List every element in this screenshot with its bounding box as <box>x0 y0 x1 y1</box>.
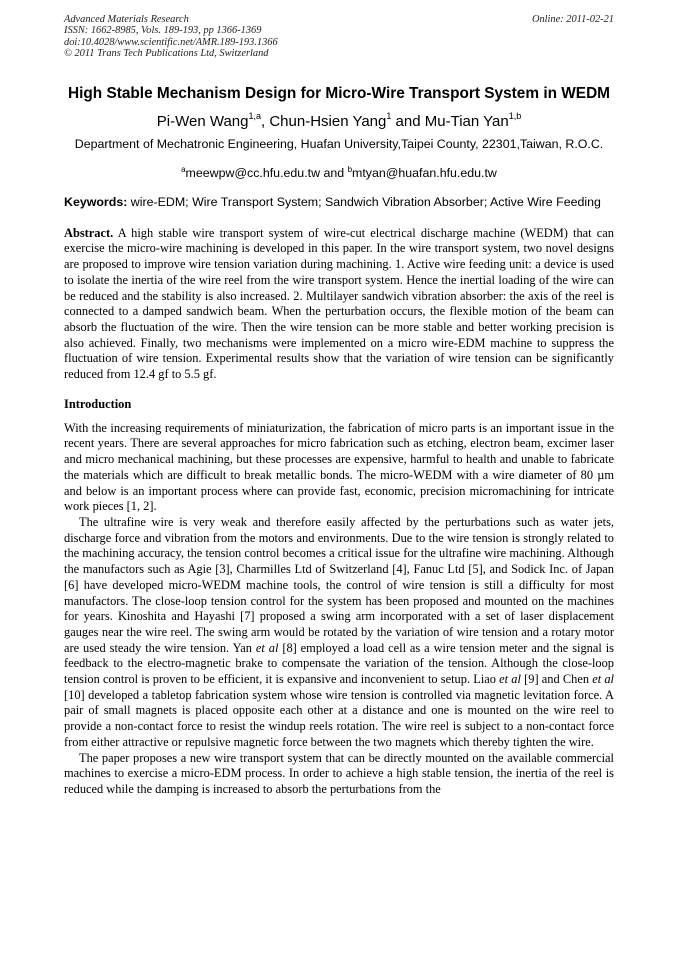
journal-header <box>64 14 614 60</box>
author-superscript: 1,b <box>508 110 522 121</box>
keywords-label: Keywords: <box>64 194 128 209</box>
keywords-text: wire-EDM; Wire Transport System; Sandwich Vibration Absorber; Active Wire Feeding <box>127 194 601 209</box>
email-address: mtyan@huafan.hfu.edu.tw <box>352 165 497 180</box>
email-separator: and <box>320 165 348 180</box>
email-superscript: b <box>347 164 353 174</box>
paragraph-text: The ultrafine wire is very weak and therefore easily affected by the perturbations such as water jets, discharge force and vibration from the motors and environments. Due to the wire tension is strongly related to the machining accuracy, the tension control becomes a critical issue for the ultrafine wire machining. Although the manufactors such as Agie [3], Charmilles Ltd of Switzerland [4], Fanuc Ltd [5], and Sodick Inc. of Japan [6] have developed micro-WEDM machine tools, the control of wire tension is still a difficulty for most manufactors. The close-loop tension control for the system has been proposed and mounted on the machines for years. Kinoshita and Hayashi [7] proposed a swing arm incorporated with a set of laser displacement gauges near the wire reel. The swing arm would be rotated by the variation of wire tension and a rotary motor are used steady the wire tension. Yan <box>64 515 614 655</box>
author-separator: , <box>261 112 270 130</box>
author-name: Chun-Hsien Yang <box>269 112 387 130</box>
et-al-italic: et al <box>592 672 614 687</box>
paragraph-text: [8] employed a load cell as a wire tension meter and the signal is feedback to the electro-magnetic brake to compensate the variation of the tension. Although the close-loop tension control is proven to be efficient, it is expansive and inconvenient to setup. Liao <box>64 640 614 687</box>
intro-paragraph-2 <box>64 515 614 751</box>
abstract <box>64 226 614 383</box>
paper-page <box>64 14 614 798</box>
author-emails <box>64 162 614 181</box>
abstract-label: Abstract. <box>64 225 114 240</box>
section-heading-introduction: Introduction <box>64 396 132 411</box>
keywords <box>64 195 614 210</box>
author-list <box>64 108 614 131</box>
issn-line: ISSN: 1662-8985, Vols. 189-193, pp 1366-1369 <box>64 25 262 37</box>
online-date: Online: 2011-02-21 <box>531 14 614 25</box>
et-al-italic: et al <box>499 672 521 687</box>
email-address: meewpw@cc.hfu.edu.tw <box>185 165 321 180</box>
paragraph-text: [10] developed a tabletop fabrication system whose wire tension is controlled via magnetic levitation force. A pair of small magnets is placed opposite each other at a distance and one is mounted on the wire reel to provide a non-contact force to resist the windup reels rotation. The wire reel is subject to a non-contact force from either attractive or repulsive magnetic force between the two magnets which thereby tighten the wire. <box>64 687 614 749</box>
email-superscript: a <box>181 164 186 174</box>
intro-paragraph-1: With the increasing requirements of miniaturization, the fabrication of micro parts is an important issue in the recent years. There are several approaches for micro fabrication such as etching, electron beam, excimer laser and micro mechanical machining, but these processes are expensive, harmful to health and unable to fabricate the materials which are difficult to break metallic bonds. The micro-WEDM with a wire diameter of 80 µm and below is an important process where can provide fast, economic, precision micromachining for intricate work pieces [1, 2]. <box>64 420 614 514</box>
paper-title: High Stable Mechanism Design for Micro-Wire Transport System in WEDM <box>67 84 611 102</box>
intro-paragraph-3: The paper proposes a new wire transport system that can be directly mounted on the available commercial machines to exercise a micro-EDM process. In order to achieve a high stable tension, the inertia of the reel is reduced while the damping is increased to absorb the perturbations from the <box>64 750 614 796</box>
doi-line: doi:10.4028/www.scientific.net/AMR.189-193.1366 <box>64 36 278 48</box>
author-separator: and <box>391 112 425 130</box>
paragraph-text: [9] and Chen <box>520 672 593 687</box>
et-al-italic: et al <box>255 640 279 655</box>
author-name: Pi-Wen Wang <box>156 112 249 130</box>
author-superscript: 1,a <box>248 110 261 121</box>
journal-name: Advanced Materials Research <box>64 14 189 25</box>
author-superscript: 1 <box>386 110 392 121</box>
affiliation: Department of Mechatronic Engineering, Huafan University,Taipei County, 22301,Taiwan, R.O.C. <box>74 136 604 151</box>
abstract-text: A high stable wire transport system of wire-cut electrical discharge machine (WEDM) that can exercise the micro-wire machining is developed in this paper. In the wire transport system, two novel designs are proposed to improve wire tension variation during machining. 1. Active wire feeding unit: a device is used to isolate the inertia of the wire reel from the wire transport system. Hence the inertial loading of the wire can be reduced and the stability is also increased. 2. Multilayer sandwich vibration absorber: the axis of the reel is connected to a damped sandwich beam. When the perturbation occurs, the flexible motion of the beam can absorb the fluctuation of the wire. Then the wire tension can be more stable and better working precision is also achieved. Finally, two mechanisms were implemented on a micro wire-EDM machine to suppress the fluctuation of wire tension. Experimental results show that the variation of wire tension can be significantly reduced from 12.4 gf to 5.5 gf. <box>64 225 614 382</box>
copyright-line: © 2011 Trans Tech Publications Ltd, Switzerland <box>64 48 269 60</box>
author-name: Mu-Tian Yan <box>424 112 509 130</box>
